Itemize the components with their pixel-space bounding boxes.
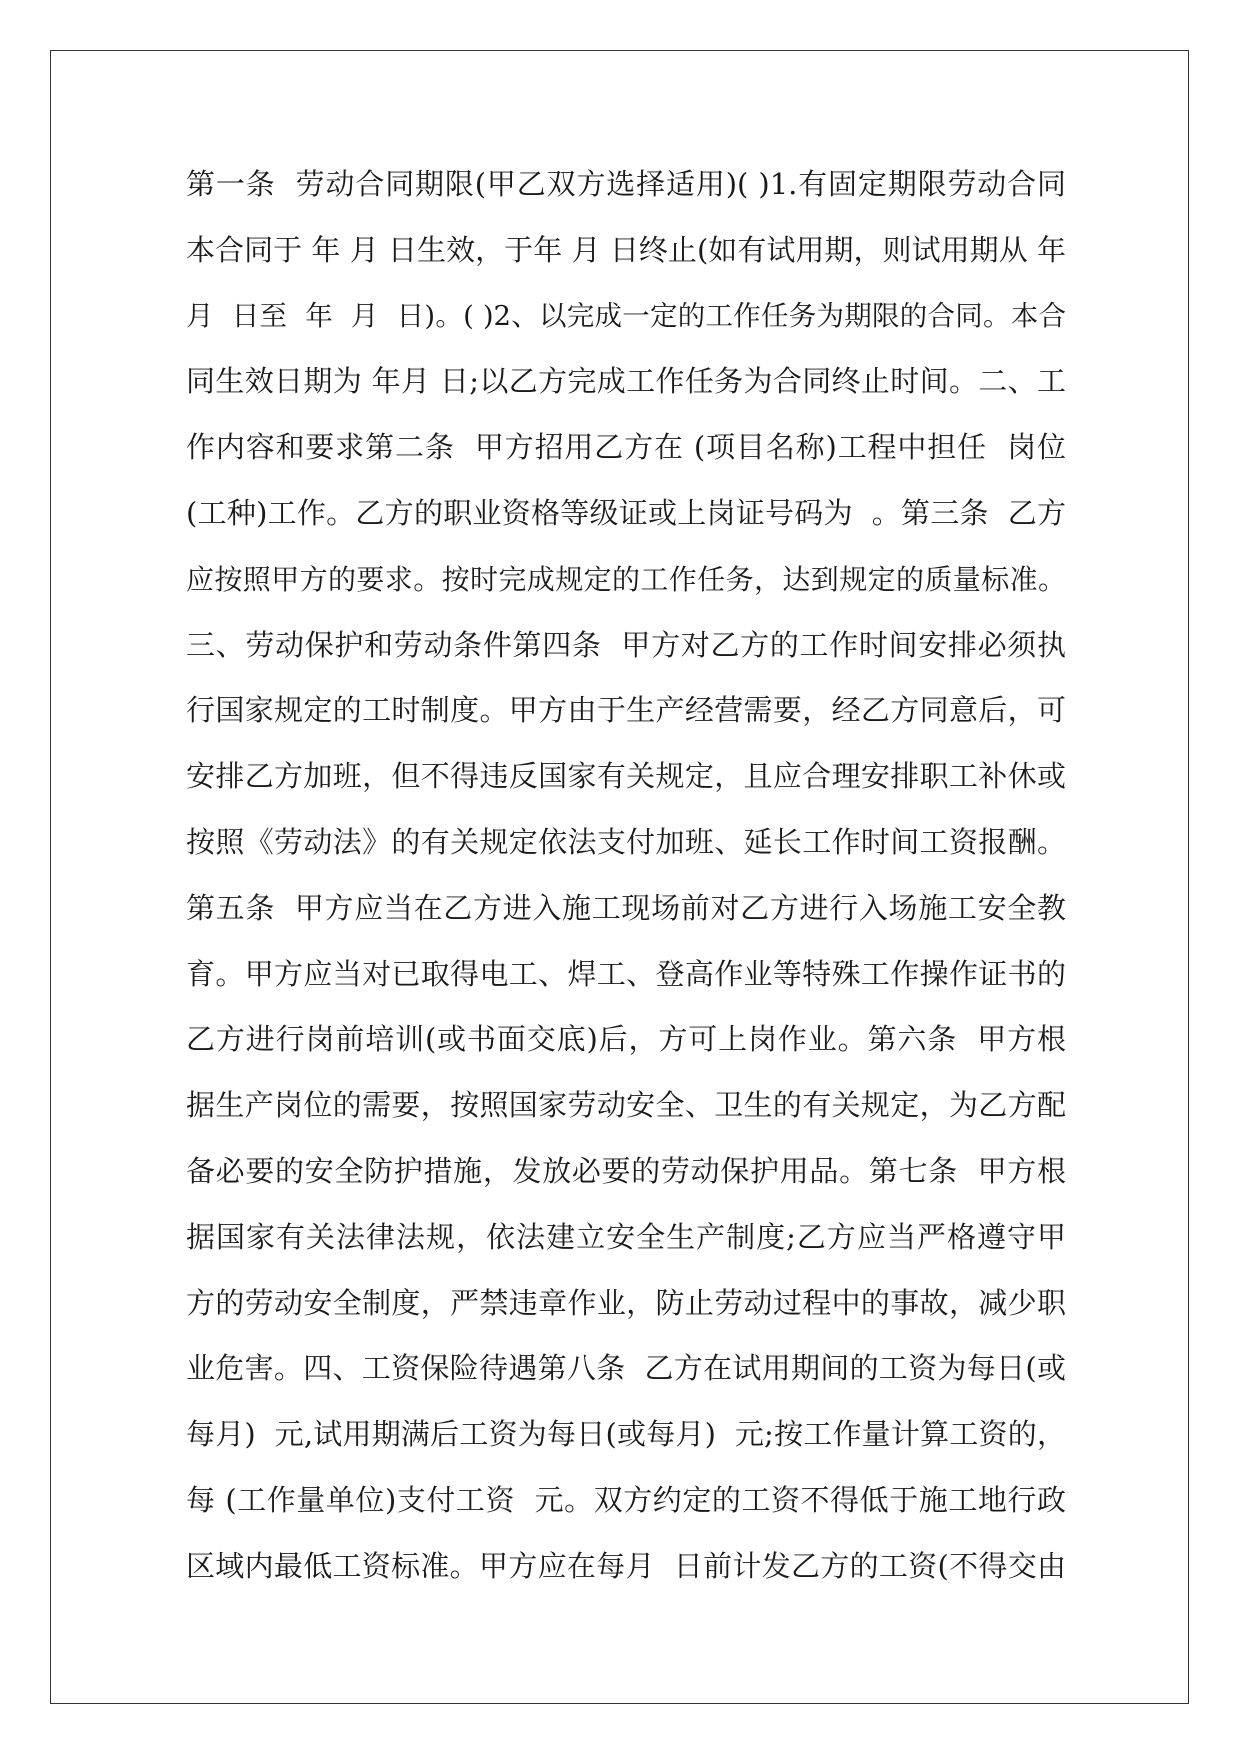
- text-line: 应按照甲方的要求。按时完成规定的工作任务，达到规定的质量标准。: [186, 562, 1066, 596]
- text-line: 月 日至 年 月 日)。( )2、以完成一定的工作任务为期限的合同。本合: [186, 299, 1066, 332]
- text-line: 本合同于 年 月 日生效，于年 月 日终止(如有试用期，则试用期从 年: [186, 232, 1066, 267]
- text-line: (工种)工作。乙方的职业资格等级证或上岗证号码为 。第三条 乙方: [186, 495, 1066, 530]
- text-line: 乙方进行岗前培训(或书面交底)后，方可上岗作业。第六条 甲方根: [186, 1022, 1066, 1057]
- text-line: 第一条 劳动合同期限(甲乙双方选择适用)( )1.有固定期限劳动合同: [186, 167, 1066, 201]
- text-line: 每月) 元,试用期满后工资为每日(或每月) 元;按工作量计算工资的，: [186, 1417, 1066, 1452]
- document-body: [186, 152, 1066, 1600]
- text-line: 安排乙方加班，但不得违反国家有关规定，且应合理安排职工补休或: [186, 759, 1066, 794]
- text-line: 三、劳动保护和劳动条件第四条 甲方对乙方的工作时间安排必须执: [186, 627, 1066, 662]
- text-line: 业危害。四、工资保险待遇第八条 乙方在试用期间的工资为每日(或: [186, 1351, 1066, 1386]
- text-line: 据国家有关法律法规，依法建立安全生产制度;乙方应当严格遵守甲: [186, 1219, 1066, 1254]
- text-line: 据生产岗位的需要，按照国家劳动安全、卫生的有关规定，为乙方配: [186, 1088, 1066, 1123]
- text-line: 每 (工作量单位)支付工资 元。双方约定的工资不得低于施工地行政: [186, 1482, 1066, 1517]
- text-line: 第五条 甲方应当在乙方进入施工现场前对乙方进行入场施工安全教: [186, 890, 1066, 925]
- text-line: 备必要的安全防护措施，发放必要的劳动保护用品。第七条 甲方根: [186, 1153, 1066, 1188]
- text-line: 行国家规定的工时制度。甲方由于生产经营需要，经乙方同意后，可: [186, 693, 1066, 728]
- text-line: 方的劳动安全制度，严禁违章作业，防止劳动过程中的事故，减少职: [186, 1285, 1066, 1320]
- text-line: 作内容和要求第二条 甲方招用乙方在 (项目名称)工程中担任 岗位: [186, 430, 1066, 465]
- text-line: 育。甲方应当对已取得电工、焊工、登高作业等特殊工作操作证书的: [186, 956, 1066, 991]
- text-line: 按照《劳动法》的有关规定依法支付加班、延长工作时间工资报酬。: [186, 824, 1066, 859]
- text-line: 区域内最低工资标准。甲方应在每月 日前计发乙方的工资(不得交由: [186, 1548, 1066, 1583]
- text-line: 同生效日期为 年月 日;以乙方完成工作任务为合同终止时间。二、工: [186, 364, 1066, 399]
